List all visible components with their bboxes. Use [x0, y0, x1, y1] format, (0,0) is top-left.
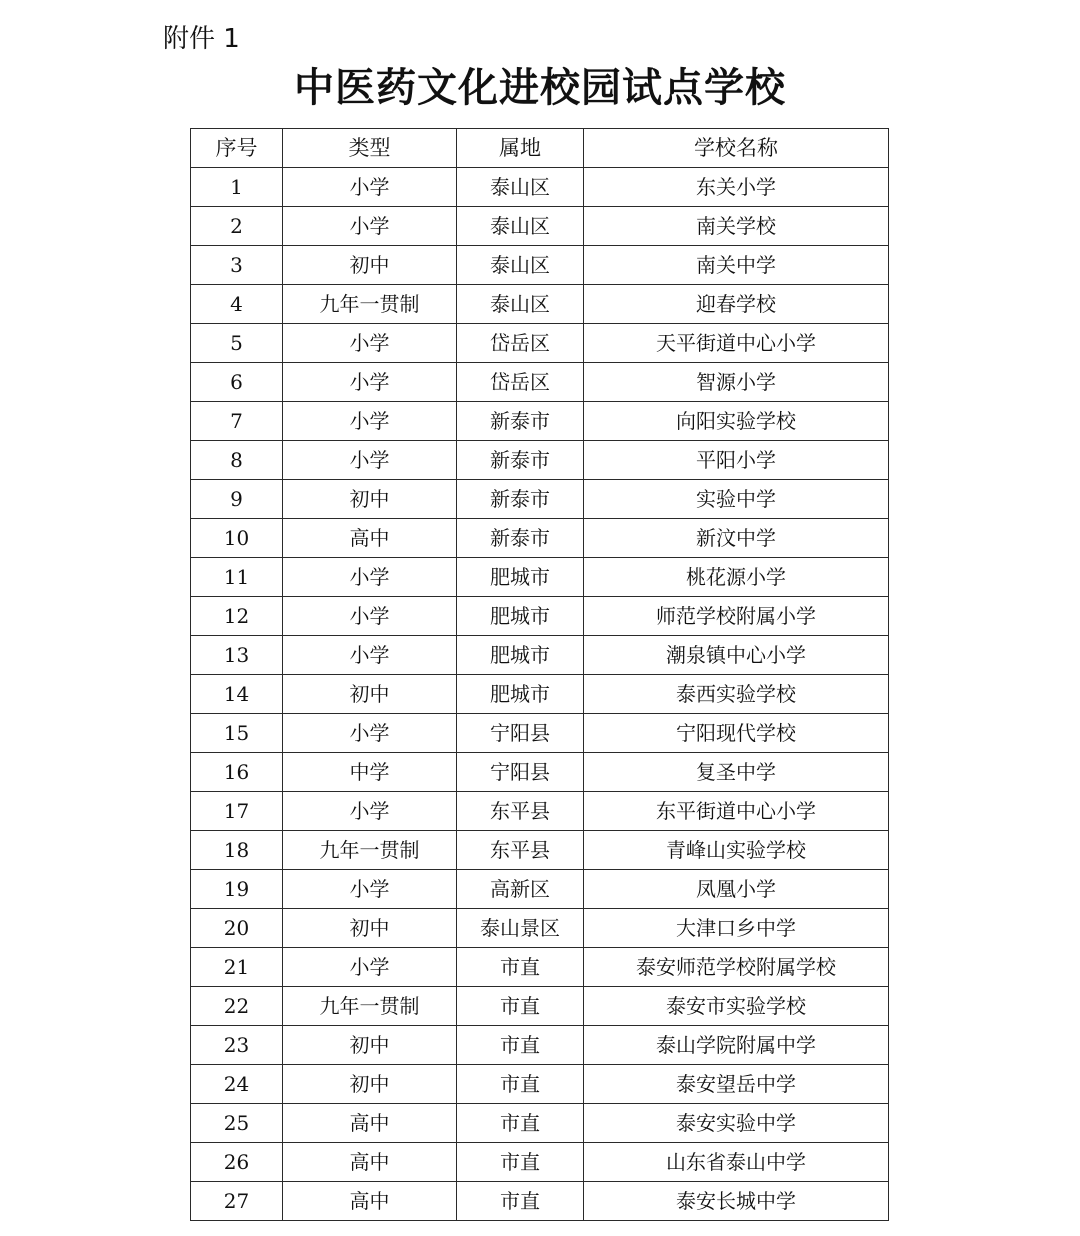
attachment-label: 附件 1 — [163, 24, 240, 54]
cell-school-name: 迎春学校 — [584, 285, 889, 324]
cell-type: 小学 — [283, 714, 457, 753]
cell-school-name: 凤凰小学 — [584, 870, 889, 909]
cell-region: 宁阳县 — [457, 714, 584, 753]
cell-region: 肥城市 — [457, 558, 584, 597]
cell-type: 小学 — [283, 597, 457, 636]
cell-type: 小学 — [283, 636, 457, 675]
cell-type: 九年一贯制 — [283, 285, 457, 324]
cell-region: 市直 — [457, 1143, 584, 1182]
cell-type: 小学 — [283, 558, 457, 597]
cell-type: 初中 — [283, 1026, 457, 1065]
cell-school-name: 泰西实验学校 — [584, 675, 889, 714]
table-row — [191, 909, 889, 948]
cell-type: 小学 — [283, 324, 457, 363]
cell-school-name: 大津口乡中学 — [584, 909, 889, 948]
table-row — [191, 870, 889, 909]
cell-school-name: 实验中学 — [584, 480, 889, 519]
cell-school-name: 宁阳现代学校 — [584, 714, 889, 753]
cell-type: 小学 — [283, 441, 457, 480]
cell-type: 小学 — [283, 207, 457, 246]
cell-school-name: 天平街道中心小学 — [584, 324, 889, 363]
cell-index: 14 — [191, 675, 283, 714]
cell-region: 岱岳区 — [457, 324, 584, 363]
cell-region: 市直 — [457, 1104, 584, 1143]
cell-region: 泰山景区 — [457, 909, 584, 948]
cell-index: 24 — [191, 1065, 283, 1104]
table-row — [191, 480, 889, 519]
cell-index: 20 — [191, 909, 283, 948]
table-row — [191, 1026, 889, 1065]
cell-school-name: 南关学校 — [584, 207, 889, 246]
cell-type: 初中 — [283, 246, 457, 285]
cell-school-name: 泰安师范学校附属学校 — [584, 948, 889, 987]
cell-index: 23 — [191, 1026, 283, 1065]
cell-school-name: 青峰山实验学校 — [584, 831, 889, 870]
cell-region: 新泰市 — [457, 480, 584, 519]
cell-region: 肥城市 — [457, 636, 584, 675]
cell-region: 泰山区 — [457, 207, 584, 246]
cell-region: 新泰市 — [457, 402, 584, 441]
cell-school-name: 东关小学 — [584, 168, 889, 207]
cell-school-name: 泰安望岳中学 — [584, 1065, 889, 1104]
cell-index: 3 — [191, 246, 283, 285]
cell-region: 泰山区 — [457, 246, 584, 285]
table-row — [191, 519, 889, 558]
cell-school-name: 新汶中学 — [584, 519, 889, 558]
cell-region: 新泰市 — [457, 441, 584, 480]
column-header-school-name: 学校名称 — [584, 129, 889, 168]
cell-index: 13 — [191, 636, 283, 675]
cell-region: 肥城市 — [457, 675, 584, 714]
table-row — [191, 285, 889, 324]
cell-index: 7 — [191, 402, 283, 441]
table-row — [191, 831, 889, 870]
cell-index: 17 — [191, 792, 283, 831]
cell-type: 高中 — [283, 519, 457, 558]
cell-type: 小学 — [283, 948, 457, 987]
cell-index: 15 — [191, 714, 283, 753]
cell-region: 东平县 — [457, 831, 584, 870]
cell-region: 新泰市 — [457, 519, 584, 558]
cell-type: 初中 — [283, 909, 457, 948]
cell-school-name: 平阳小学 — [584, 441, 889, 480]
table-row — [191, 168, 889, 207]
column-header-region: 属地 — [457, 129, 584, 168]
cell-index: 27 — [191, 1182, 283, 1221]
cell-type: 高中 — [283, 1182, 457, 1221]
table-row — [191, 792, 889, 831]
cell-school-name: 桃花源小学 — [584, 558, 889, 597]
cell-region: 高新区 — [457, 870, 584, 909]
cell-index: 9 — [191, 480, 283, 519]
table-row — [191, 987, 889, 1026]
cell-school-name: 东平街道中心小学 — [584, 792, 889, 831]
cell-region: 市直 — [457, 1065, 584, 1104]
cell-index: 2 — [191, 207, 283, 246]
cell-region: 宁阳县 — [457, 753, 584, 792]
table-row — [191, 246, 889, 285]
cell-type: 小学 — [283, 792, 457, 831]
cell-region: 市直 — [457, 1026, 584, 1065]
cell-index: 12 — [191, 597, 283, 636]
schools-table — [190, 128, 889, 1221]
cell-type: 初中 — [283, 480, 457, 519]
table-row — [191, 1182, 889, 1221]
table-header-row — [191, 129, 889, 168]
cell-type: 中学 — [283, 753, 457, 792]
cell-school-name: 南关中学 — [584, 246, 889, 285]
cell-region: 市直 — [457, 948, 584, 987]
table-row — [191, 714, 889, 753]
cell-region: 市直 — [457, 987, 584, 1026]
cell-school-name: 复圣中学 — [584, 753, 889, 792]
cell-index: 11 — [191, 558, 283, 597]
table-row — [191, 207, 889, 246]
cell-type: 九年一贯制 — [283, 831, 457, 870]
cell-region: 岱岳区 — [457, 363, 584, 402]
cell-index: 4 — [191, 285, 283, 324]
cell-region: 泰山区 — [457, 168, 584, 207]
cell-school-name: 师范学校附属小学 — [584, 597, 889, 636]
table-row — [191, 948, 889, 987]
cell-school-name: 潮泉镇中心小学 — [584, 636, 889, 675]
cell-index: 25 — [191, 1104, 283, 1143]
cell-region: 泰山区 — [457, 285, 584, 324]
cell-type: 小学 — [283, 168, 457, 207]
table-row — [191, 558, 889, 597]
table-row — [191, 675, 889, 714]
table-row — [191, 441, 889, 480]
table-row — [191, 363, 889, 402]
cell-type: 初中 — [283, 1065, 457, 1104]
cell-school-name: 泰安市实验学校 — [584, 987, 889, 1026]
cell-type: 小学 — [283, 870, 457, 909]
cell-school-name: 向阳实验学校 — [584, 402, 889, 441]
table-row — [191, 402, 889, 441]
cell-type: 高中 — [283, 1104, 457, 1143]
cell-index: 16 — [191, 753, 283, 792]
cell-index: 8 — [191, 441, 283, 480]
column-header-type: 类型 — [283, 129, 457, 168]
table-row — [191, 1143, 889, 1182]
cell-school-name: 泰山学院附属中学 — [584, 1026, 889, 1065]
cell-school-name: 泰安实验中学 — [584, 1104, 889, 1143]
cell-region: 市直 — [457, 1182, 584, 1221]
column-header-index: 序号 — [191, 129, 283, 168]
cell-type: 九年一贯制 — [283, 987, 457, 1026]
cell-index: 5 — [191, 324, 283, 363]
table-body — [191, 168, 889, 1221]
cell-type: 小学 — [283, 363, 457, 402]
cell-index: 6 — [191, 363, 283, 402]
table-row — [191, 753, 889, 792]
table-row — [191, 1104, 889, 1143]
cell-index: 26 — [191, 1143, 283, 1182]
cell-type: 高中 — [283, 1143, 457, 1182]
cell-school-name: 泰安长城中学 — [584, 1182, 889, 1221]
cell-region: 东平县 — [457, 792, 584, 831]
table-row — [191, 636, 889, 675]
cell-index: 18 — [191, 831, 283, 870]
table-row — [191, 597, 889, 636]
cell-school-name: 山东省泰山中学 — [584, 1143, 889, 1182]
cell-school-name: 智源小学 — [584, 363, 889, 402]
cell-type: 初中 — [283, 675, 457, 714]
cell-index: 19 — [191, 870, 283, 909]
document-title: 中医药文化进校园试点学校 — [294, 65, 786, 111]
cell-region: 肥城市 — [457, 597, 584, 636]
cell-index: 21 — [191, 948, 283, 987]
table-row — [191, 324, 889, 363]
cell-index: 22 — [191, 987, 283, 1026]
cell-index: 1 — [191, 168, 283, 207]
cell-index: 10 — [191, 519, 283, 558]
table-row — [191, 1065, 889, 1104]
cell-type: 小学 — [283, 402, 457, 441]
